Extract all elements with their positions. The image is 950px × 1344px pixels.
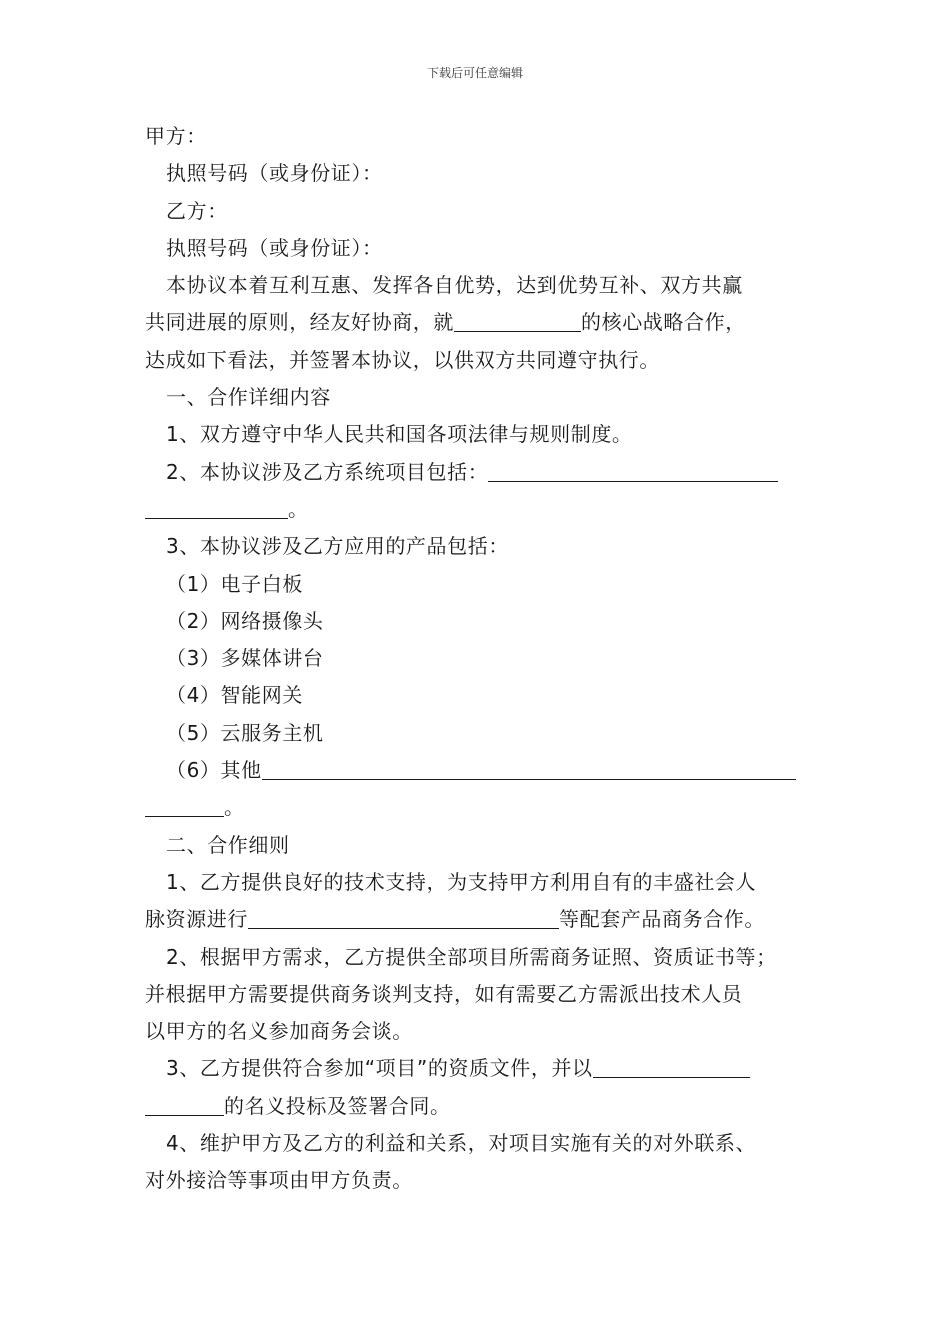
clause-2-2: 2、根据甲方需求，乙方提供全部项目所需商务证照、资质证书等； xyxy=(166,944,777,969)
clause-1-2 xyxy=(145,454,825,491)
clause-1-1: 1、双方遵守中华人民共和国各项法律与规则制度。 xyxy=(166,422,633,447)
clause-2-2-cont-2: 以甲方的名义参加商务会谈。 xyxy=(145,1019,413,1044)
preamble-text-b: 的核心战略合作， xyxy=(581,310,746,335)
agreement-body xyxy=(145,118,825,1200)
clause-2-3-cont xyxy=(145,1088,825,1125)
product-item-1: （1）电子白板 xyxy=(166,571,303,596)
clause-1-2-text: 2、本协议涉及乙方系统项目包括： xyxy=(166,459,489,484)
bidding-name-blank[interactable] xyxy=(593,1057,750,1078)
clause-2-3-end: 的名义投标及签署合同。 xyxy=(224,1093,451,1118)
clause-1-2-end: 。 xyxy=(288,496,309,521)
party-a-license-line: 执照号码（或身份证）： xyxy=(166,161,383,186)
other-products-blank-cont[interactable] xyxy=(145,796,224,817)
preamble-line-2 xyxy=(145,304,825,341)
product-item-6-cont xyxy=(145,789,825,826)
clause-2-1-text-b: 等配套产品商务合作。 xyxy=(559,907,765,932)
system-projects-blank-cont[interactable] xyxy=(145,498,288,519)
preamble-line-3: 达成如下看法，并签署本协议，以供双方共同遵守执行。 xyxy=(145,347,660,372)
clause-2-3-text: 3、乙方提供符合参加“项目”的资质文件，并以 xyxy=(166,1056,593,1081)
product-item-6 xyxy=(145,752,825,789)
cooperation-subject-blank[interactable] xyxy=(454,311,581,332)
resource-cooperation-blank[interactable] xyxy=(248,908,559,929)
clause-2-3 xyxy=(145,1050,825,1087)
bidding-name-blank-cont[interactable] xyxy=(145,1095,224,1116)
party-a-line: 甲方： xyxy=(145,124,207,148)
preamble-line-1: 本协议本着互利互惠、发挥各自优势，达到优势互补、双方共赢 xyxy=(166,273,743,298)
clause-2-4: 4、维护甲方及乙方的利益和关系，对项目实施有关的对外联系、 xyxy=(166,1131,757,1156)
product-item-6-end: 。 xyxy=(224,795,245,820)
clause-2-1-cont xyxy=(145,901,825,938)
product-item-2: （2）网络摄像头 xyxy=(166,608,324,633)
product-item-4: （4）智能网关 xyxy=(166,683,303,708)
clause-2-4-cont: 对外接洽等事项由甲方负责。 xyxy=(145,1168,413,1193)
product-item-5: （5）云服务主机 xyxy=(166,720,324,745)
product-item-6-text: （6）其他 xyxy=(166,758,262,783)
system-projects-blank[interactable] xyxy=(488,461,778,482)
clause-2-1: 1、乙方提供良好的技术支持，为支持甲方利用自有的丰盛社会人 xyxy=(166,869,757,894)
section-2-heading: 二、合作细则 xyxy=(166,832,290,857)
party-b-license-line: 执照号码（或身份证）： xyxy=(166,235,383,260)
clause-2-1-text-a: 脉资源进行 xyxy=(145,907,248,932)
clause-2-2-cont-1: 并根据甲方需要提供商务谈判支持，如有需要乙方需派出技术人员 xyxy=(145,981,743,1006)
page-header: 下载后可任意编辑 xyxy=(426,66,523,80)
other-products-blank[interactable] xyxy=(262,759,796,780)
preamble-text-a: 共同进展的原则，经友好协商，就 xyxy=(145,310,454,335)
clause-1-2-cont xyxy=(145,491,825,528)
party-b-line: 乙方： xyxy=(166,198,228,223)
clause-1-3: 3、本协议涉及乙方应用的产品包括： xyxy=(166,534,509,559)
product-item-3: （3）多媒体讲台 xyxy=(166,646,324,671)
section-1-heading: 一、合作详细内容 xyxy=(166,385,331,410)
